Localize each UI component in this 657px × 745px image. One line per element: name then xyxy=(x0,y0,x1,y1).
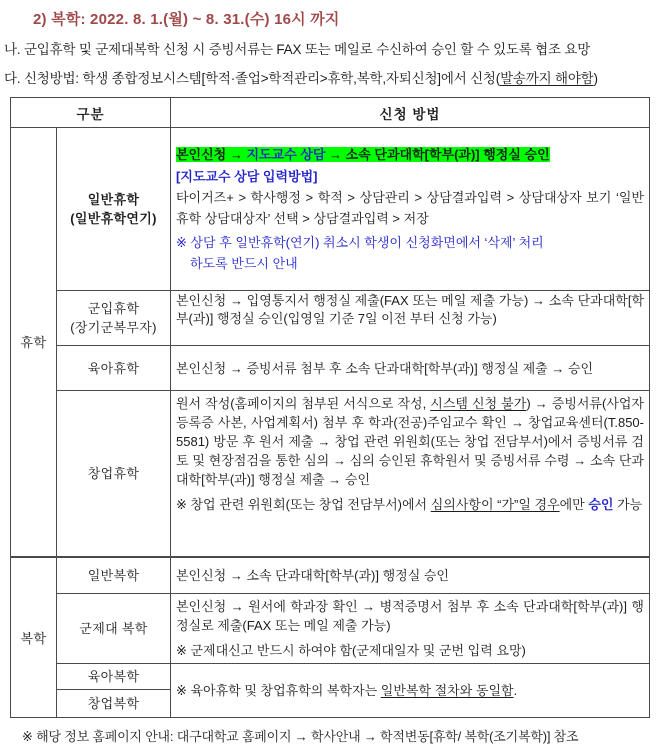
label-childcare-leave: 육아휴학 xyxy=(57,346,171,391)
flow-advisor-counsel: 지도교수 상담 xyxy=(246,147,326,162)
row-military-return xyxy=(11,594,650,664)
military-leave-flow: 본인신청 → 입영통지서 행정실 제출(FAX 또는 메일 제출 가능) → 소속 단과대학[학부(과)] 행정실 승인(입영일 기준 7일 이전 부터 신청 가능) xyxy=(176,293,644,326)
header-method: 신청 방법 xyxy=(171,98,650,128)
header-category: 구분 xyxy=(11,98,171,128)
row-general-return xyxy=(11,557,650,594)
startup-note-mid: 에만 xyxy=(559,497,589,512)
flow-self-apply: 본인신청 → xyxy=(176,147,247,162)
label-childcare-return: 육아복학 xyxy=(57,664,171,690)
table-header-row xyxy=(11,98,650,128)
same-procedure-underline: 일반복학 절차와 동일함 xyxy=(380,683,514,698)
childcare-leave-flow: 본인신청 → 증빙서류 첨부 후 소속 단과대학[학부(과)] 행정실 제출 → 승인 xyxy=(176,360,594,376)
note-application-method xyxy=(4,67,657,87)
startup-note-post: 가능 xyxy=(613,497,643,512)
row-general-leave xyxy=(11,128,650,291)
method-military-leave xyxy=(171,291,650,346)
counsel-cancel-note-line2: 하도록 반드시 안내 xyxy=(190,256,298,271)
same-procedure-post: . xyxy=(513,683,518,698)
startup-flow-post: ) → 증빙서류(사업자등록증 사본, 사업계획서) 첨부 후 학과(전공)주임교수 확인 → 창업교육센터(T.850-5581) 방문 후 원서 제출 → 창업 관련 위원회(또는 창업 전담부서)에서 증빙서류 검토 및 현장점검을 통한 심의 → 심의 승인된 휴학원서 및 증빙서류 수령 → 소속 단과대학[학부(과)] 행정실 제출 → 승인 xyxy=(176,396,644,487)
note-application-method-text: 다. 신청방법: 학생 종합정보시스템[학적·졸업>학적관리>휴학,복학,자퇴신청]에서 신청( xyxy=(4,71,501,86)
label-military-leave-line2: (장기군복무자) xyxy=(70,320,157,335)
method-childcare-startup-return xyxy=(171,664,650,718)
startup-flow-pre: 원서 작성(홈페이지의 첨부된 서식으로 작성, xyxy=(176,396,431,411)
method-general-return xyxy=(171,557,650,594)
label-startup-leave: 창업휴학 xyxy=(57,391,171,557)
same-procedure-pre: ※ 육아휴학 및 창업휴학의 복학자는 xyxy=(176,683,381,698)
top-text-block xyxy=(0,0,657,87)
general-return-flow: 본인신청 → 소속 단과대학[학부(과)] 행정실 승인 xyxy=(176,567,449,583)
counsel-input-title: [지도교수 상담 입력방법] xyxy=(176,169,318,184)
label-general-return: 일반복학 xyxy=(57,557,171,594)
label-general-leave-line2: (일반휴학연기) xyxy=(70,211,157,226)
row-childcare-return xyxy=(11,664,650,690)
footer-note: ※ 해당 정보 홈페이지 안내: 대구대학교 홈페이지 → 학사안내 → 학적변동[휴학/ 복학(조기복학)] 참조 xyxy=(22,729,579,744)
row-military-leave xyxy=(11,291,650,346)
note-fax-cooperation: 나. 군입휴학 및 군제대복학 신청 시 증빙서류는 FAX 또는 메일로 수신하여 승인 할 수 있도록 협조 요망 xyxy=(4,42,591,57)
method-startup-leave xyxy=(171,391,650,557)
approval-word: 승인 xyxy=(588,497,614,512)
method-general-leave xyxy=(171,128,650,291)
counsel-cancel-note-line1: ※ 상담 후 일반휴학(연기) 취소시 학생이 신청화면에서 ‘삭제’ 처리 xyxy=(176,235,544,250)
same-procedure-note xyxy=(176,681,644,700)
row-childcare-leave xyxy=(11,346,650,391)
label-general-leave-line1: 일반휴학 xyxy=(87,192,140,207)
send-deadline-underline: 발송까지 해야함 xyxy=(500,71,594,86)
note-application-method-close: ) xyxy=(593,71,598,86)
method-military-return xyxy=(171,594,650,664)
startup-leave-flow xyxy=(176,394,644,489)
no-system-apply-underline: 시스템 신청 불가 xyxy=(430,396,527,411)
label-military-leave-line1: 군입휴학 xyxy=(87,301,140,316)
row-startup-leave xyxy=(11,391,650,557)
flow-approval: → 소속 단과대학[학부(과)] 행정실 승인 xyxy=(325,147,550,162)
label-general-leave xyxy=(57,128,171,291)
group-cell-leave: 휴학 xyxy=(11,128,57,557)
general-leave-flow xyxy=(176,144,644,165)
heading-return-period: 2) 복학: 2022. 8. 1.(월) ~ 8. 31.(수) 16시 까지 xyxy=(33,11,340,28)
startup-note-pre: ※ 창업 관련 위원회(또는 창업 전담부서)에서 xyxy=(176,497,431,512)
startup-approval-note xyxy=(176,495,644,514)
group-cell-return: 복학 xyxy=(11,557,57,718)
military-return-note: ※ 군제대신고 반드시 하여야 함(군제대일자 및 군번 입력 요망) xyxy=(176,643,526,658)
highlighted-flow xyxy=(176,147,550,162)
label-military-leave xyxy=(57,291,171,346)
military-return-flow: 본인신청 → 원서에 학과장 확인 → 병적증명서 첨부 후 소속 단과대학[학부(과)] 행정실로 제출(FAX 또는 메일 제출 가능) xyxy=(176,599,644,633)
method-childcare-leave xyxy=(171,346,650,391)
counsel-input-path: 타이거즈+ > 학사행정 > 학적 > 상담관리 > 상담결과입력 > 상담대상자 보기 ‘일반휴학 상담대상자’ 선택 > 상담결과입력 > 저장 xyxy=(176,190,644,226)
label-military-return: 군제대 복학 xyxy=(57,594,171,664)
label-startup-return: 창업복학 xyxy=(57,690,171,718)
review-ga-underline: 심의사항이 “가”일 경우 xyxy=(430,497,560,512)
application-method-table xyxy=(10,97,650,718)
